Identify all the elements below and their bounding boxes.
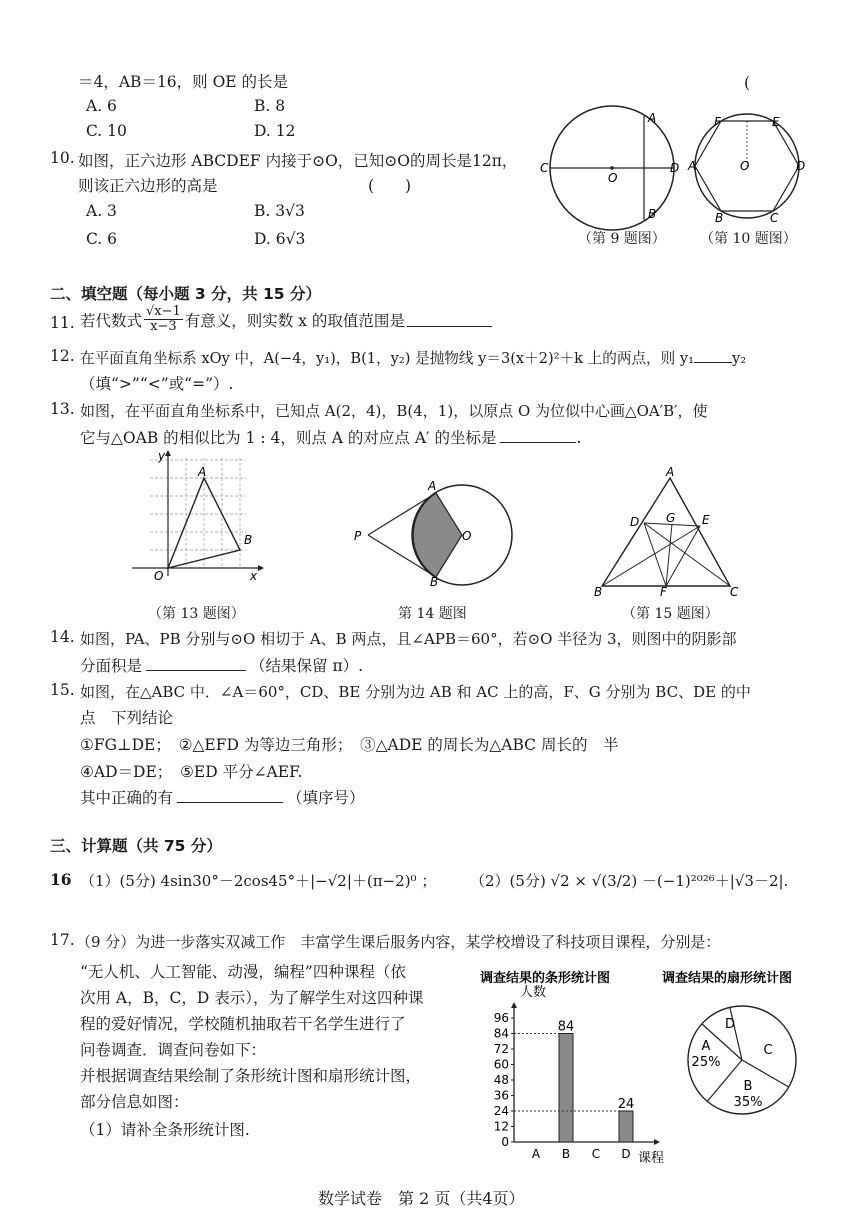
- q15-answer-blank[interactable]: [177, 788, 283, 803]
- fig14-label-o: O: [462, 529, 472, 543]
- bar-chart-ylabel: 人数: [520, 985, 547, 1000]
- bar-chart-x-arrow: [654, 1139, 660, 1145]
- fig13-label-y: y: [158, 449, 166, 463]
- q16-part2: （2）(5分) √2 × √(3/2) －(−1)²⁰²⁶＋|√3－2|.: [470, 872, 789, 890]
- fig15-label-a: A: [666, 465, 675, 479]
- q14-line1: 如图，PA、PB 分别与⊙O 相切于 A、B 两点，且∠APB＝60°，若⊙O 半径为 3，则图中的阴影部: [80, 630, 737, 648]
- q12-line1: [80, 347, 746, 368]
- q16-part1: （1）(5分) 4sin30°－2cos45°＋|−√2|＋(π−2)⁰ ；: [80, 872, 437, 890]
- bar-chart-title: 调查结果的条形统计图: [480, 971, 611, 986]
- fig14-label-a: A: [428, 479, 437, 493]
- pie-chart-slice-label: C: [763, 1043, 773, 1058]
- q10-option-a: A. 3: [86, 202, 117, 220]
- figure-14-caption: 第 14 题图: [398, 606, 467, 622]
- bar-chart-data-label: 24: [617, 1097, 635, 1112]
- q17-line6: 并根据调查结果绘制了条形统计图和扇形统计图，: [80, 1067, 422, 1085]
- bar-chart-bar-D: [619, 1111, 633, 1142]
- fig14-label-p: P: [354, 529, 362, 543]
- q9-option-d: D. 12: [254, 122, 296, 140]
- page-footer: 数学试卷 第 2 页（共4页）: [318, 1189, 525, 1208]
- bar-chart-category-label: A: [531, 1147, 541, 1161]
- fig15-label-c: C: [730, 585, 739, 599]
- q12-answer-blank[interactable]: [694, 348, 732, 363]
- q9-answer-paren: (: [744, 74, 751, 92]
- q15-line5: [80, 786, 365, 808]
- bar-chart-ytick-label: 96: [493, 1011, 509, 1025]
- fig10-label-c: C: [770, 211, 779, 225]
- fig15-label-d: D: [630, 515, 640, 529]
- q15-line1: 如图，在△ABC 中．∠A＝60°，CD、BE 分别为边 AB 和 AC 上的高，F、G 分别为 BC、DE 的中: [80, 683, 751, 701]
- q15-number: 15.: [50, 681, 75, 699]
- q14-line2-pre: 分面积是: [80, 657, 143, 675]
- figure-13: [128, 448, 268, 583]
- fig13-label-a: A: [198, 465, 207, 479]
- q9-continuation: ＝4，AB＝16，则 OE 的长是: [78, 73, 289, 91]
- fig9-label-a: A: [648, 111, 657, 125]
- bar-chart-ytick-label: 36: [493, 1088, 509, 1103]
- q11-number: 11.: [50, 314, 75, 332]
- fig10-label-d: D: [796, 159, 806, 173]
- fig10-label-f: F: [714, 115, 721, 129]
- q9-option-c: C. 10: [86, 122, 127, 140]
- q17-line2: “无人机、人工智能、动漫，编程”四种课程（依: [80, 963, 406, 981]
- q17-line7: 部分信息如图：: [80, 1093, 189, 1111]
- section-2-title: 二、填空题（每小题 3 分，共 15 分）: [50, 285, 321, 303]
- q17-line3: 次用 A，B，C，D 表示），为了解学生对这四种课: [80, 989, 424, 1007]
- q13-line2-text: 它与△OAB 的相似比为 1 : 4，则点 A 的对应点 A′ 的坐标是: [80, 429, 497, 447]
- figure-15: [590, 465, 740, 599]
- bar-chart-ytick-label: 72: [493, 1042, 509, 1056]
- bar-chart-ytick-label: 48: [493, 1073, 509, 1087]
- bar-chart-y-arrow: [511, 1002, 517, 1008]
- bar-chart-category-label: B: [561, 1147, 571, 1161]
- bar-chart-category-label: D: [621, 1147, 631, 1161]
- fig9-label-d: D: [670, 161, 680, 175]
- q11-fraction-bottom: x−3: [150, 319, 177, 335]
- bar-chart-bar-B: [559, 1034, 573, 1143]
- q10-number: 10.: [50, 149, 75, 167]
- q15-line5-post: （填序号）: [287, 789, 365, 807]
- q14-answer-blank[interactable]: [146, 656, 246, 671]
- fig10-label-b: B: [715, 211, 724, 225]
- fig13-label-b: B: [244, 533, 253, 547]
- bar-chart-ytick-label: 0: [501, 1135, 509, 1149]
- fig9-label-o: O: [608, 171, 618, 185]
- bar-chart: [474, 966, 674, 1166]
- bar-chart-xlabel: 课程: [638, 1151, 665, 1166]
- pie-chart: [662, 966, 832, 1126]
- q11-answer-blank[interactable]: [407, 312, 492, 327]
- q17-line1: （9 分）为进一步落实双减工作 丰富学生课后服务内容，某学校增设了科技项目课程，分别是：: [76, 933, 721, 951]
- pie-chart-title: 调查结果的扇形统计图: [662, 971, 793, 986]
- pie-chart-value-label: 25%: [691, 1055, 721, 1070]
- figure-15-caption: （第 15 题图）: [622, 606, 719, 622]
- q13-number: 13.: [50, 400, 75, 418]
- q14-line2-post: （结果保留 π）.: [250, 657, 364, 675]
- q11-text: [80, 305, 492, 335]
- fig15-label-b: B: [594, 585, 603, 599]
- q12-line2: （填“>”“<”或“=”）.: [80, 375, 234, 393]
- q9-option-a: A. 6: [86, 97, 117, 115]
- figure-9-caption: （第 9 题图）: [578, 231, 666, 247]
- q10-answer-paren: ( ): [368, 177, 412, 195]
- q17-number: 17.: [50, 931, 75, 949]
- pie-chart-slice-label: D: [724, 1017, 736, 1032]
- q15-line2: 点 下列结论: [80, 709, 174, 727]
- figure-13-caption: （第 13 题图）: [148, 606, 245, 622]
- pie-chart-slice-label: B: [743, 1079, 753, 1094]
- q13-line2: 它与△OAB 的相似比为 1 : 4，则点 A 的对应点 A′ 的坐标是 .: [80, 429, 582, 447]
- figure-10-caption: （第 10 题图）: [700, 231, 797, 247]
- q11-fraction-top: √x−1: [146, 304, 181, 319]
- q14-line2: [80, 654, 363, 676]
- q17-line4: 程的爱好情况，学校随机抽取若干名学生进行了: [80, 1015, 406, 1033]
- q11-fraction: [144, 305, 183, 335]
- fig9-label-b: B: [648, 207, 657, 221]
- bar-chart-ytick-label: 24: [493, 1104, 509, 1118]
- q17-line8: （1）请补全条形统计图.: [80, 1121, 250, 1139]
- q10-option-c: C. 6: [86, 230, 118, 248]
- bar-chart-ytick-label: 60: [493, 1057, 509, 1072]
- q11-pre: 若代数式: [80, 311, 143, 330]
- fig10-label-e: E: [772, 115, 780, 129]
- q10-option-b: B. 3√3: [254, 202, 305, 220]
- fig10-label-a: A: [688, 159, 697, 173]
- q15-line5-pre: 其中正确的有: [80, 789, 174, 807]
- bar-chart-ytick-label: 12: [493, 1119, 509, 1134]
- pie-chart-slice-edge: [730, 1007, 742, 1060]
- fig13-label-o: O: [154, 569, 164, 583]
- figure-14: [350, 478, 510, 588]
- q15-line4: ④AD＝DE； ⑤ED 平分∠AEF.: [80, 763, 303, 781]
- bar-chart-category-label: C: [591, 1147, 601, 1161]
- fig13-label-x: x: [250, 569, 258, 583]
- fig9-label-c: C: [540, 161, 549, 175]
- q15-line3: ①FG⊥DE； ②△EFD 为等边三角形； ③△ADE 的周长为△ABC 周长的 半: [80, 736, 619, 754]
- q13-answer-blank[interactable]: [500, 428, 576, 443]
- section-3-title: 三、计算题（共 75 分）: [50, 837, 222, 855]
- q10-option-d: D. 6√3: [254, 230, 306, 248]
- pie-chart-slice-label: A: [701, 1039, 711, 1054]
- q11-post: 有意义，则实数 x 的取值范围是: [184, 311, 405, 330]
- fig15-label-e: E: [702, 513, 710, 527]
- fig10-label-o: O: [740, 159, 750, 173]
- q10-text-line2: 则该正六边形的高是: [78, 177, 218, 195]
- q12-number: 12.: [50, 347, 75, 365]
- fig15-label-f: F: [660, 585, 667, 599]
- q10-text-line1: 如图，正六边形 ABCDEF 内接于⊙O，已知⊙O的周长是12π，: [78, 152, 518, 170]
- q12-line1-text: 在平面直角坐标系 xOy 中，A(−4，y₁)，B(1，y₂) 是抛物线 y＝3(x＋2)²＋k 上的两点，则 y₁: [80, 350, 694, 367]
- q17-line5: 问卷调查．调查问卷如下：: [80, 1041, 267, 1059]
- q13-line1: 如图，在平面直角坐标系中，已知点 A(2，4)，B(4，1)，以原点 O 为位似中心画△OA′B′，使: [80, 402, 708, 420]
- q16-number: 16: [50, 870, 72, 889]
- q9-option-b: B. 8: [254, 97, 286, 115]
- bar-chart-ytick-label: 84: [493, 1026, 509, 1041]
- bar-chart-data-label: 84: [557, 1019, 575, 1035]
- q14-number: 14.: [50, 628, 75, 646]
- fig15-label-g: G: [666, 511, 676, 525]
- fig14-label-b: B: [430, 575, 439, 589]
- q12-y2: y₂: [731, 350, 747, 367]
- figure-10: [690, 110, 810, 225]
- pie-chart-value-label: 35%: [733, 1095, 763, 1110]
